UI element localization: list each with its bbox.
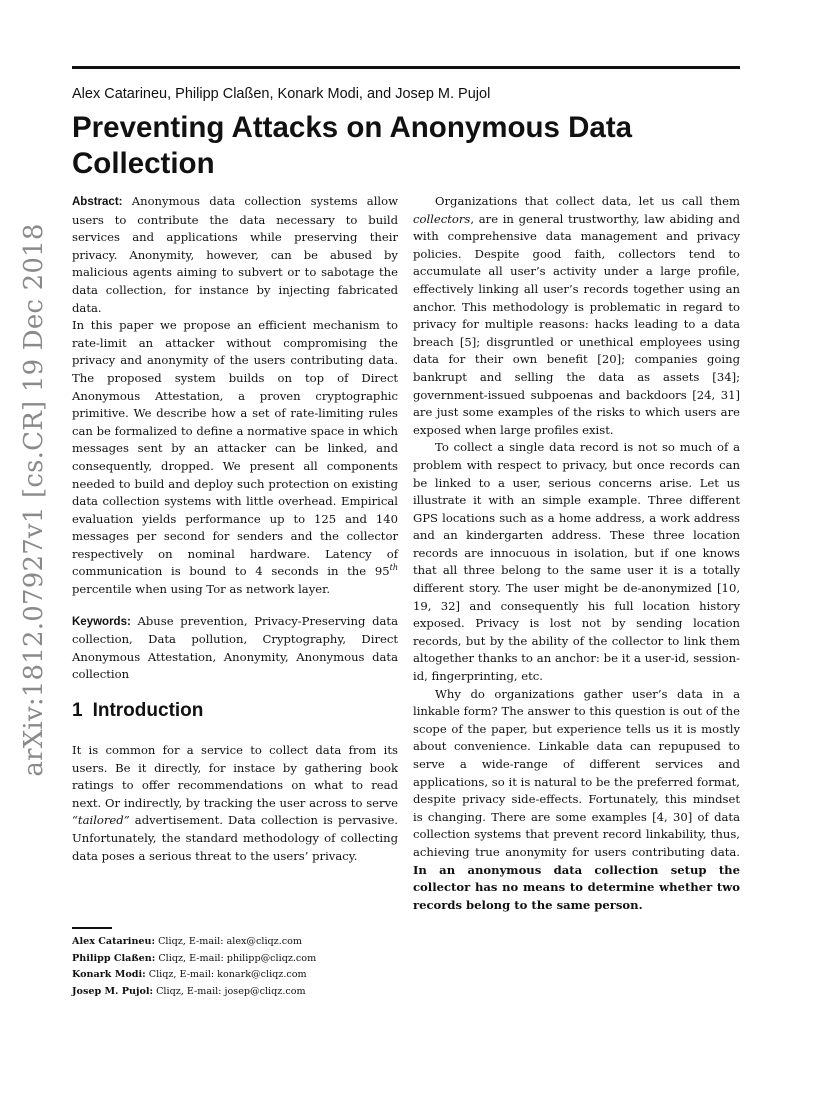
author-list: Alex Catarineu, Philipp Claßen, Konark Modi, and Josep M. Pujol [72, 86, 491, 102]
footnote-rule [72, 927, 112, 929]
abstract-text-1: Anonymous data collection systems allow users to contribute the data necessary to build services and applications while preserving their privacy. Anonymity, however, can be abused by malicious agents aiming to subvert or to sabotage the data collection, for instance by injecting fabricated data. [72, 194, 399, 315]
footnote-author [72, 984, 316, 1001]
keywords-label: Keywords: [72, 615, 131, 628]
footnote-author [72, 951, 316, 968]
right-paragraph-2: To collect a single data record is not so much of a problem with respect to privacy, but once records can be linked to a user, serious concerns arise. Let us illustrate it with an simple example. Three different GPS locations such as a home address, a work address and an kindergarten address. These three location records are innocuous in isolation, but if one knows that all three belong to the same user it is a totally different story. The user might be de-anonymized [10, 19, 32] and consequently his full location history exposed. Privacy is lost not by sending location records, but by the ability of the collector to link them altogether thanks to an anchor: be it a user-id, session-id, fingerprinting, etc. [413, 440, 740, 684]
abstract-paragraph-2 [72, 317, 398, 599]
footnotes [72, 934, 316, 1000]
footnote-author-info: Cliqz, E-mail: philipp@cliqz.com [155, 952, 317, 964]
abstract-paragraph-1 [72, 193, 398, 317]
left-column [72, 193, 398, 684]
introduction-paragraph-1 [72, 742, 398, 865]
footnote-author-name: Josep M. Pujol: [72, 985, 154, 997]
section-title: Introduction [92, 700, 204, 721]
footnote-author-name: Alex Catarineu: [72, 936, 156, 947]
footnote-author-name: Konark Modi: [72, 969, 146, 981]
right-p1-text-b: , are in general trustworthy, law abiding and with comprehensive data management and privacy policies. Despite good faith, collectors tend to accumulate all user’s activity under a large profile, effectively linking all user’s records together using an anchor. This methodology is problematic in regard to privacy for multiple reasons: hacks leading to a data breach [5]; disgruntled or unethical employees using data for their own benefit [20]; companies going bankrupt and selling the data as assets [34]; government-issued subpoenas and backdoors [24, 31] are just some examples of the risks to which users are exposed when large profiles exist. [413, 211, 740, 437]
right-p1-text-a: Organizations that collect data, let us call them [435, 194, 740, 208]
section-heading-introduction [72, 700, 203, 722]
footnote-author-info: Cliqz, E-mail: konark@cliqz.com [145, 969, 307, 981]
keywords-text: Abuse prevention, Privacy-Preserving data collection, Data pollution, Cryptography, Direct Anonymous Attestation, Anonymity, Anonymous data collection [72, 613, 398, 682]
footnote-author-info: Cliqz, E-mail: alex@cliqz.com [155, 936, 302, 947]
right-p3-text: Why do organizations gather user’s data in a linkable form? The answer to this question is out of the scope of the paper, but experience tells us it is mostly about convenience. Linkable data can repupused to serve a wide-range of different services and applications, so it is natural to be the preferred format, despite privacy side-effects. Fortunately, this mindset is changing. There are some examples [4, 30] of data collection systems that prevent record linkability, thus, achieving true anonymity for users contributing data. [413, 686, 740, 859]
intro-emphasis: “tailored” [72, 813, 130, 828]
abstract-text-2: In this paper we propose an efficient mechanism to rate-limit an attacker without compromising the privacy and anonymity of the users contributing data. The proposed system builds on top of Direct Anonymous Attestation, a proven cryptographic primitive. We describe how a set of rate-limiting rules can be formalized to define a normative space in which messages sent by an attacker can be linked, and consequently, dropped. We present all components needed to build and deploy such protection on existing data collection systems with little overhead. Empirical evaluation yields performance up to 125 and 140 messages per second for senders and the collector respectively on nominal hardware. Latency of communication is bound to 4 seconds in the 95 [72, 318, 398, 579]
footnote-author [72, 967, 316, 984]
right-paragraph-3 [413, 686, 740, 915]
footnote-author-name: Philipp Claßen: [72, 952, 156, 964]
arxiv-identifier: arXiv:1812.07927v1 [cs.CR] 19 Dec 2018 [19, 223, 49, 777]
footnote-author [72, 934, 316, 951]
right-column [413, 193, 740, 914]
top-rule [72, 66, 740, 69]
paper-title: Preventing Attacks on Anonymous Data Collection [72, 111, 633, 180]
keywords-paragraph [72, 613, 398, 684]
abstract-label: Abstract: [72, 196, 123, 208]
right-p3-bold: In an anonymous data collection setup the collector has no means to determine whether two records belong to the same person. [413, 862, 740, 912]
footnote-author-info: Cliqz, E-mail: josep@cliqz.com [153, 985, 306, 997]
superscript-th: th [389, 563, 398, 573]
abstract-text-2-end: percentile when using Tor as network layer. [72, 582, 331, 597]
arxiv-sidebar [12, 223, 56, 777]
intro-text-a: It is common for a service to collect data from its users. Be it directly, for instace by gathering book ratings to offer recommendations on what to read next. Or indirectly, by tracking the user across to serve [72, 743, 398, 810]
section-number: 1 [72, 700, 83, 721]
right-p1-emphasis: collectors [413, 211, 471, 226]
right-paragraph-1 [413, 193, 740, 439]
intro-text-b: advertisement. Data collection is pervasive. Unfortunately, the standard methodology of collecting data poses a serious threat to the users’ privacy. [72, 813, 398, 863]
